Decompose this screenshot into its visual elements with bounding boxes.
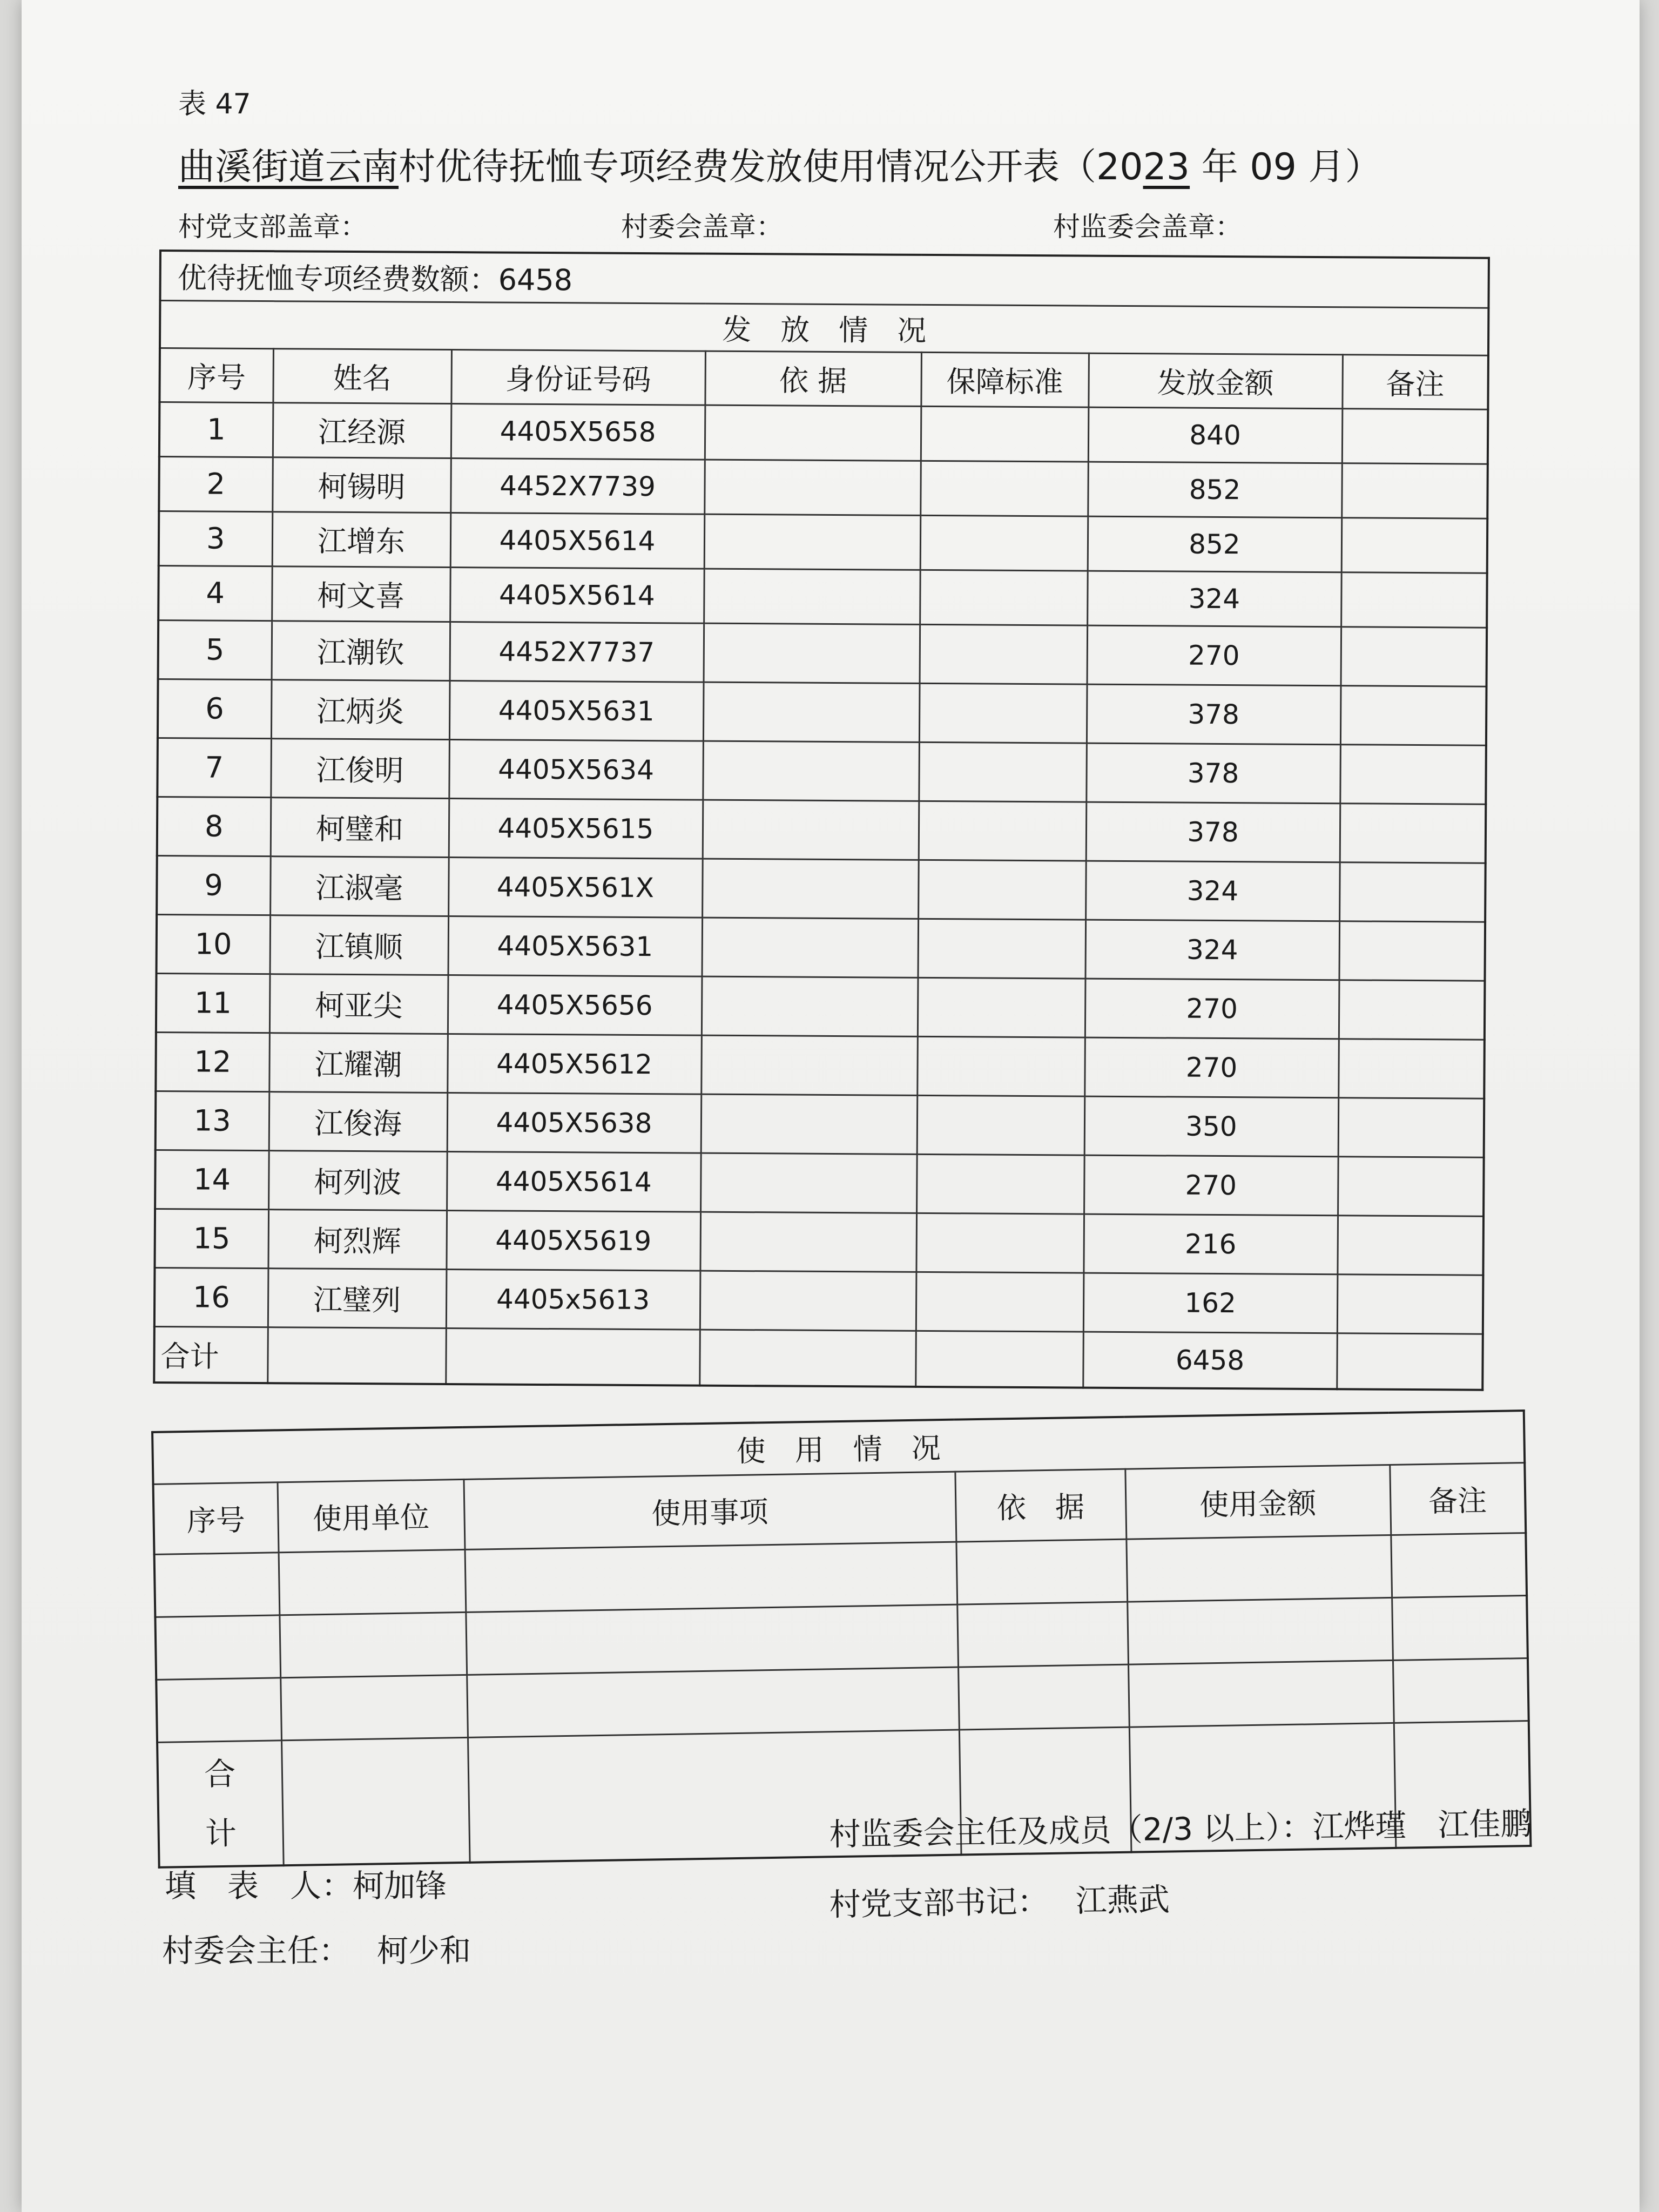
row-remarks-cell — [1340, 685, 1487, 745]
row-id-cell: 4405X5615 — [449, 798, 703, 859]
row-basis-cell — [703, 682, 920, 742]
col-header-id: 身份证号码 — [451, 349, 705, 405]
row-name-cell: 柯锡明 — [272, 457, 451, 512]
row-standard-cell — [918, 977, 1085, 1037]
table-cell — [1128, 1660, 1394, 1727]
title-year-suffix: 23 — [1143, 146, 1190, 188]
row-id-cell: 4405X5631 — [449, 680, 704, 741]
row-remarks-cell — [1338, 1097, 1485, 1157]
table-cell — [1393, 1658, 1529, 1723]
row-no-cell: 7 — [157, 738, 271, 797]
row-no-cell: 16 — [154, 1267, 268, 1327]
row-amount-cell: 324 — [1085, 920, 1339, 980]
row-remarks-cell — [1339, 921, 1485, 981]
row-amount-cell: 840 — [1088, 407, 1343, 463]
row-remarks-cell — [1342, 408, 1488, 464]
row-id-cell: 4405X561X — [448, 857, 703, 918]
party-label: 村党支部书记： — [829, 1883, 1049, 1923]
row-remarks-cell — [1341, 626, 1487, 686]
row-standard-cell — [920, 515, 1088, 571]
table-cell — [155, 1615, 280, 1680]
row-remarks-cell — [1341, 463, 1488, 518]
table-cell — [280, 1675, 468, 1740]
row-id-cell: 4405X5614 — [450, 512, 705, 569]
filler-name: 柯加锋 — [353, 1867, 447, 1904]
row-no-cell: 2 — [159, 456, 273, 511]
table-row — [159, 456, 1488, 518]
monitor-names: 江烨瑾 江佳鹏 — [1312, 1805, 1532, 1845]
col-header-name: 姓名 — [273, 348, 451, 403]
row-remarks-cell — [1340, 744, 1486, 804]
row-amount-cell: 216 — [1083, 1214, 1338, 1274]
row-standard-cell — [916, 1272, 1084, 1332]
row-standard-cell — [916, 1154, 1084, 1214]
row-name-cell: 柯璧和 — [271, 797, 449, 857]
row-remarks-cell — [1339, 862, 1486, 922]
table-cell — [956, 1539, 1127, 1604]
table-row — [154, 1267, 1483, 1334]
table-cell — [279, 1549, 466, 1615]
table-cell — [699, 1330, 916, 1387]
table-cell — [154, 1552, 280, 1617]
row-id-cell: 4405X5634 — [449, 739, 703, 800]
row-name-cell: 江耀潮 — [269, 1033, 448, 1092]
row-remarks-cell — [1338, 1038, 1485, 1098]
row-remarks-cell — [1339, 980, 1485, 1040]
seal-party-branch: 村党支部盖章： — [178, 211, 367, 242]
row-standard-cell — [919, 801, 1087, 861]
col-header-standard: 保障标准 — [921, 352, 1089, 407]
table-row — [156, 1091, 1485, 1157]
row-name-cell: 柯烈辉 — [268, 1209, 447, 1269]
row-no-cell: 14 — [155, 1150, 269, 1209]
row-amount-cell: 852 — [1088, 516, 1342, 572]
table-row — [159, 511, 1488, 573]
row-name-cell: 江俊海 — [269, 1091, 448, 1151]
signature-party-secretary — [829, 1874, 1170, 1925]
row-no-cell: 12 — [156, 1032, 269, 1091]
table-row — [157, 738, 1486, 804]
row-remarks-cell — [1341, 572, 1487, 628]
table-row — [156, 1032, 1485, 1098]
row-amount-cell: 378 — [1086, 802, 1340, 862]
table-row — [157, 855, 1486, 922]
row-basis-cell — [700, 1212, 916, 1272]
table-cell — [1337, 1333, 1483, 1390]
usage-col-header-item: 使用事项 — [463, 1472, 956, 1549]
signature-committee-head — [162, 1925, 471, 1971]
row-amount-cell: 324 — [1085, 861, 1340, 921]
row-name-cell: 江增东 — [272, 511, 451, 567]
row-name-cell: 江经源 — [273, 402, 451, 458]
usage-col-header-amount: 使用金额 — [1125, 1465, 1391, 1539]
usage-col-header-remarks: 备注 — [1390, 1462, 1526, 1535]
col-header-remarks: 备注 — [1342, 354, 1488, 409]
funds-amount-label: 优待抚恤专项经费数额：6458 — [160, 251, 1489, 308]
row-id-cell: 4452X7737 — [450, 622, 704, 682]
table-cell — [958, 1664, 1129, 1730]
row-amount-cell: 270 — [1084, 1155, 1338, 1216]
row-no-cell: 3 — [159, 511, 273, 566]
table-cell — [156, 1677, 281, 1742]
row-name-cell: 江俊明 — [271, 738, 449, 798]
table-cell — [1391, 1533, 1527, 1597]
distribution-section-title: 发 放 情 况 — [160, 300, 1488, 355]
row-id-cell: 4405X5638 — [447, 1092, 702, 1153]
row-standard-cell — [918, 919, 1085, 979]
row-no-cell: 11 — [156, 973, 270, 1033]
col-header-basis: 依 据 — [705, 351, 921, 406]
row-standard-cell — [920, 624, 1088, 684]
row-name-cell: 柯列波 — [268, 1150, 447, 1210]
page-title — [178, 138, 1381, 190]
row-id-cell: 4405X5614 — [447, 1151, 701, 1212]
row-standard-cell — [917, 1095, 1085, 1155]
row-basis-cell — [700, 1271, 916, 1331]
col-header-no: 序号 — [159, 348, 273, 402]
row-basis-cell — [704, 623, 920, 683]
row-amount-cell: 852 — [1088, 462, 1342, 518]
title-location: 曲溪街道云南 — [178, 146, 399, 188]
table-cell — [281, 1737, 470, 1865]
row-no-cell: 8 — [157, 797, 271, 856]
head-label: 村委会主任： — [162, 1932, 350, 1969]
row-amount-cell: 162 — [1083, 1273, 1338, 1333]
usage-total-label: 合 计 — [157, 1740, 284, 1867]
row-amount-cell: 270 — [1087, 625, 1341, 686]
table-cell — [915, 1331, 1083, 1388]
row-standard-cell — [921, 406, 1089, 462]
table-cell — [1392, 1595, 1528, 1660]
total-amount: 6458 — [1083, 1332, 1337, 1390]
row-id-cell: 4405X5631 — [448, 916, 703, 976]
table-row — [154, 1209, 1483, 1275]
row-name-cell: 江淑毫 — [270, 856, 449, 916]
row-id-cell: 4405X5612 — [447, 1034, 702, 1094]
filler-label: 填 表 人： — [165, 1867, 353, 1904]
row-name-cell: 柯文喜 — [272, 566, 450, 622]
col-header-amount: 发放金额 — [1088, 353, 1343, 409]
row-amount-cell: 270 — [1085, 979, 1339, 1039]
seal-village-committee: 村委会盖章： — [621, 211, 783, 242]
title-month: 年 09 月） — [1190, 146, 1382, 188]
distribution-table — [153, 249, 1490, 1391]
usage-table — [151, 1410, 1532, 1869]
row-remarks-cell — [1338, 1156, 1484, 1216]
row-id-cell: 4405X5656 — [448, 975, 702, 1035]
row-no-cell: 9 — [157, 855, 271, 915]
row-no-cell: 1 — [159, 402, 273, 457]
table-cell — [446, 1328, 700, 1386]
table-cell — [465, 1542, 957, 1612]
row-amount-cell: 324 — [1087, 571, 1341, 627]
table-row — [158, 565, 1487, 628]
table-row — [157, 797, 1486, 863]
usage-section-title: 使 用 情 况 — [152, 1411, 1525, 1484]
row-id-cell: 4405X5614 — [450, 567, 704, 623]
row-standard-cell — [916, 1213, 1084, 1273]
table-number: 表 47 — [178, 88, 251, 120]
row-basis-cell — [704, 460, 921, 515]
monitor-label: 村监委会主任及成员（2/3 以上）： — [829, 1808, 1313, 1853]
row-remarks-cell — [1337, 1215, 1483, 1275]
row-amount-cell: 350 — [1084, 1096, 1339, 1157]
usage-col-header-no: 序号 — [153, 1482, 279, 1554]
distribution-header-row — [159, 348, 1488, 409]
row-basis-cell — [703, 800, 919, 860]
row-standard-cell — [920, 461, 1088, 516]
row-remarks-cell — [1341, 517, 1488, 573]
row-name-cell: 江镇顺 — [270, 915, 449, 975]
row-basis-cell — [703, 741, 919, 801]
seal-supervision-committee: 村监委会盖章： — [1053, 211, 1242, 242]
row-no-cell: 10 — [157, 914, 271, 974]
row-name-cell: 江炳炎 — [271, 679, 450, 739]
row-no-cell: 5 — [158, 620, 272, 679]
row-amount-cell: 270 — [1084, 1037, 1339, 1098]
table-row — [158, 620, 1487, 686]
table-cell — [466, 1604, 958, 1675]
table-row — [158, 679, 1487, 745]
row-no-cell: 15 — [154, 1209, 268, 1268]
row-id-cell: 4405X5658 — [451, 403, 705, 460]
row-basis-cell — [700, 1153, 917, 1213]
total-row — [154, 1326, 1483, 1390]
row-no-cell: 4 — [158, 565, 272, 621]
row-id-cell: 4452X7739 — [450, 458, 705, 514]
table-row — [157, 914, 1486, 981]
row-id-cell: 4405X5619 — [446, 1210, 700, 1271]
total-label: 合计 — [154, 1326, 268, 1383]
table-row — [159, 402, 1488, 464]
table-row — [155, 1150, 1484, 1216]
table-cell — [267, 1327, 446, 1384]
row-name-cell: 江潮钦 — [272, 621, 450, 680]
row-standard-cell — [918, 860, 1086, 920]
usage-col-header-unit: 使用单位 — [278, 1479, 465, 1552]
row-no-cell: 13 — [156, 1091, 269, 1150]
row-basis-cell — [702, 976, 918, 1036]
row-standard-cell — [919, 683, 1087, 743]
signature-filler — [165, 1860, 447, 1906]
table-cell — [279, 1612, 467, 1677]
row-name-cell: 柯亚尖 — [269, 974, 448, 1034]
row-basis-cell — [702, 859, 919, 919]
row-standard-cell — [919, 742, 1087, 802]
party-name: 江燕武 — [1075, 1881, 1170, 1919]
head-name: 柯少和 — [377, 1932, 471, 1969]
row-basis-cell — [701, 1094, 918, 1154]
row-standard-cell — [920, 570, 1088, 625]
row-basis-cell — [702, 918, 919, 977]
row-amount-cell: 378 — [1087, 684, 1341, 745]
row-name-cell: 江璧列 — [268, 1268, 447, 1328]
table-cell — [467, 1667, 959, 1737]
row-amount-cell: 378 — [1086, 743, 1340, 804]
row-remarks-cell — [1337, 1274, 1483, 1334]
row-id-cell: 4405x5613 — [446, 1269, 700, 1330]
title-main: 村优待抚恤专项经费发放使用情况公开表（20 — [399, 146, 1143, 188]
row-standard-cell — [917, 1036, 1085, 1096]
table-row — [156, 973, 1485, 1040]
table-cell — [1126, 1535, 1392, 1602]
row-basis-cell — [704, 514, 921, 570]
usage-col-header-basis: 依 据 — [955, 1469, 1126, 1542]
table-cell — [957, 1602, 1128, 1667]
row-remarks-cell — [1340, 803, 1486, 863]
table-cell — [1127, 1597, 1393, 1664]
row-basis-cell — [705, 405, 921, 461]
row-basis-cell — [704, 569, 920, 624]
row-basis-cell — [701, 1035, 918, 1095]
row-no-cell: 6 — [158, 679, 272, 738]
